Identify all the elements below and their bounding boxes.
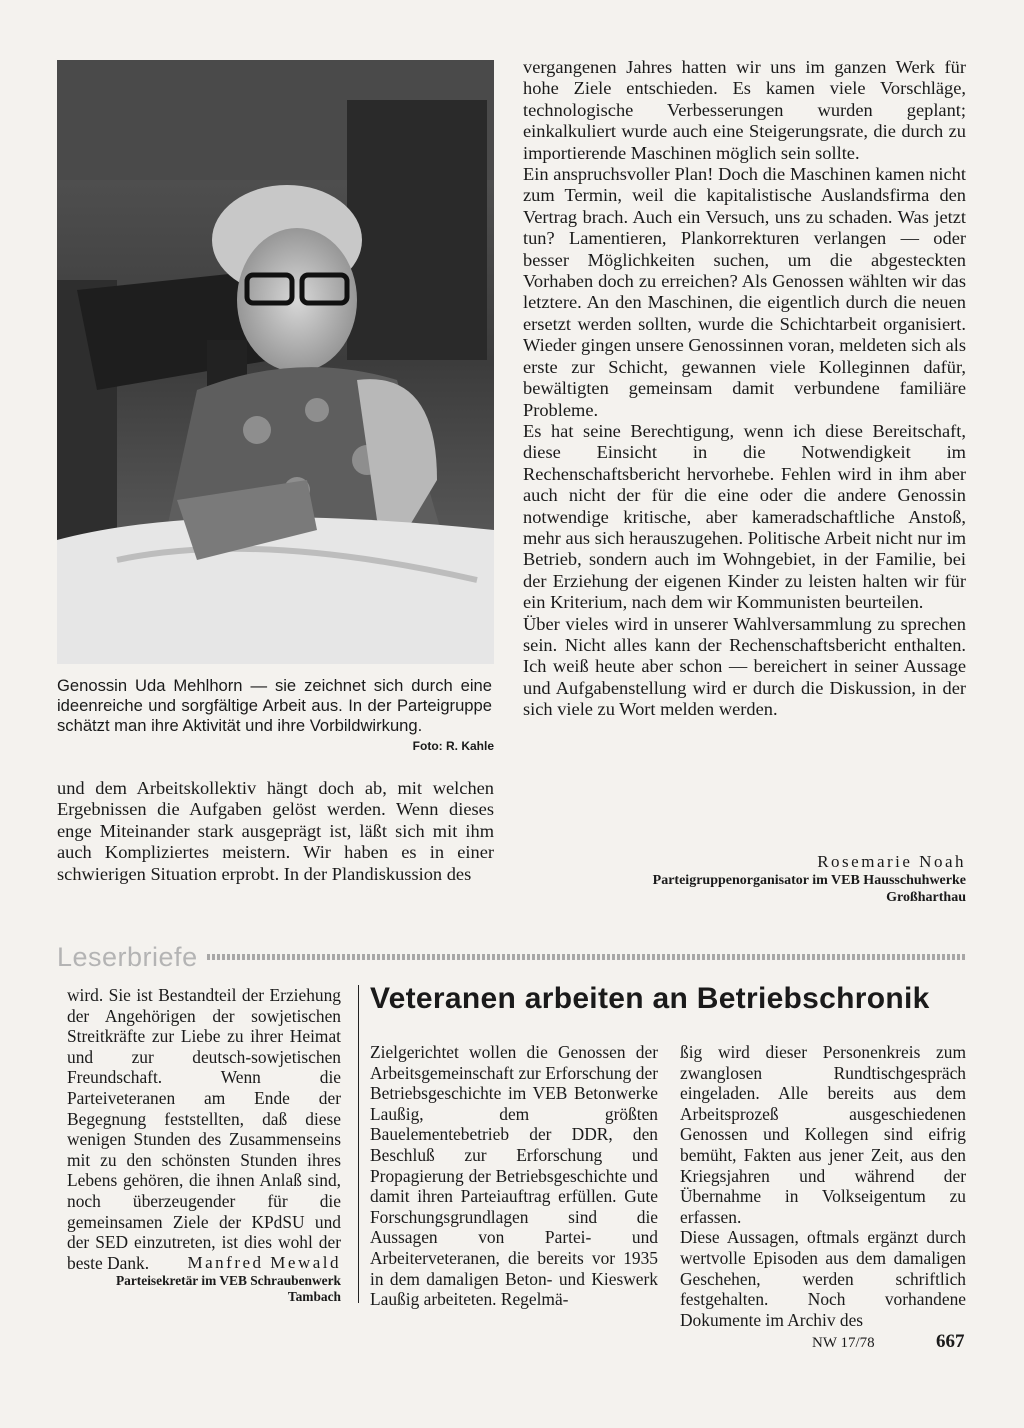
article1-paragraph-4: Über vieles wird in unserer Wahlversammlung zu sprechen sein. Nicht alles kann der Rechenschaftsbericht enthalten. Ich weiß heute aber schon — bereichert in seiner Aussage und Aufgabenstellung wird er durch die Diskussion, in der sich viele zu Wort melden werden. [523, 613, 966, 720]
letter-text: wird. Sie ist Bestandteil der Erziehung der Angehörigen der sowjetischen Streitkräfte zur Liebe zu ihrer Heimat und zur deutsch-sowjetischen Freundschaft. Wenn die Parteiveteranen am Ende der Begegnung feststellten, daß diese wenigen Stunden des Zusammenseins mit zu den schönsten Stunden ihres Lebens gehören, die ihnen Anlaß sind, noch überzeugender für die gemeinsamen Ziele der KPdSU und der SED einzutreten, ist dies wohl der beste Dank. [67, 985, 341, 1273]
article1-paragraph-3: Es hat seine Berechtigung, wenn ich diese Bereitschaft, diese Einsicht in die Notwendigkeit im Rechenschaftsbericht hervorhebe. Fehlen wird in ihm aber auch nicht der für die eine oder die andere Genossin notwendige kritische, aber kameradschaftliche Anstoß, mehr aus sich herauszugehen. Politische Arbeit nicht nur im Betrieb, sondern auch im Wohngebiet, in der Familie, bei der Erziehung der eigenen Kinder zu leisten halten wir für ein Kriterium, nach dem wir Kommunisten beurteilen. [523, 420, 966, 613]
article1-paragraph-1: vergangenen Jahres hatten wir uns im ganzen Werk für hohe Ziele entschieden. Es kamen viele Vorschläge, technologische Verbesserungen wurden geplant; einkalkuliert wurde auch eine Steigerungsrate, die durch zu importierende Maschinen möglich sein sollte. [523, 57, 966, 163]
letter-author-place: Tambach [287, 1289, 341, 1304]
letter-signature [67, 1253, 341, 1305]
article-photo [57, 60, 494, 664]
article1-paragraph-2: Ein anspruchsvoller Plan! Doch die Maschinen kamen nicht zum Termin, weil die kapitalistische Auslandsfirma den Vertrag brach. Auch ein Versuch, uns zu schaden. Was jetzt tun? Lamentieren, Plankorrekturen verlangen — oder besser Möglichkeiten suchen, um die abgesteckten Vorhaben doch zu erreichen? Als Genossen wählten wir das letztere. An den Maschinen, die eigentlich durch die neuen ersetzt werden sollten, wurde die Schichtarbeit organisiert. Wieder gingen unsere Genossinnen voran, meldeten sich als erste zur Schicht, gewannen viele Kolleginnen dafür, bewältigten gemeinsam damit verbundene familiäre Probleme. [523, 164, 966, 420]
issue-number: NW 17/78 [812, 1335, 875, 1351]
article1-signature [560, 852, 966, 906]
author-role: Parteigruppenorganisator im VEB Hausschuhwerke [652, 873, 966, 888]
section-rule [207, 954, 966, 960]
photo-seamstress-icon [57, 60, 494, 664]
author-name: Rosemarie Noah [817, 852, 966, 871]
article2-paragraph-2b: Diese Aussagen, oftmals ergänzt durch wertvolle Episoden aus dem damaligen Geschehen, werden schriftlich festgehalten. Noch vorhandene Dokumente im Archiv des [680, 1227, 966, 1330]
column-divider [358, 985, 359, 1303]
article2-headline: Veteranen arbeiten an Betriebschronik [370, 982, 930, 1015]
article2-column-2 [680, 1042, 966, 1330]
page-number: 667 [936, 1331, 965, 1352]
article2-text-1: Zielgerichtet wollen die Genossen der Arbeitsgemeinschaft zur Erforschung der Betriebsgeschichte im VEB Betonwerke Laußig, dem größten Bauelementebetrieb der DDR, den Beschluß zur Erforschung und Propagierung der Betriebsgeschichte und damit ihren Parteiauftrag erfüllen. Gute Forschungsgrundlagen sind die Aussagen von Partei- und Arbeiterveteranen, die bereits vor 1935 in dem damaligen Beton- und Kieswerk Laußig arbeiteten. Regelmä- [370, 1042, 658, 1310]
letter-column [67, 985, 341, 1273]
caption-text: Genossin Uda Mehlhorn — sie zeichnet sich durch eine ideenreiche und sorgfältige Arbeit aus. In der Parteigruppe schätzt man ihre Aktivität und ihre Vorbildwirkung. [57, 676, 492, 735]
article1-left-column [57, 778, 494, 885]
article2-paragraph-2a: ßig wird dieser Personenkreis zum zwanglosen Rundtischgespräch eingeladen. Alle bereits aus dem Arbeitsprozeß ausgeschiedenen Genossen und Kollegen sind eifrig bemüht, Fakten aus jener Zeit, aus den Kriegsjahren und während der Übernahme in Volkseigentum zu erfassen. [680, 1042, 966, 1227]
article1-right-column [523, 57, 966, 721]
photo-caption [57, 676, 494, 756]
letter-author-role: Parteisekretär im VEB Schraubenwerk [115, 1273, 341, 1288]
author-place: Großharthau [886, 890, 966, 905]
letter-author-name: Manfred Mewald [187, 1253, 341, 1272]
section-header [57, 940, 966, 974]
photo-credit: Foto: R. Kahle [412, 739, 494, 753]
article2-column-1 [370, 1042, 658, 1310]
section-label: Leserbriefe [57, 942, 198, 972]
article1-left-text: und dem Arbeitskollektiv hängt doch ab, mit welchen Ergebnissen die Aufgaben gelöst werden. Wenn dieses enge Miteinander stark ausgeprägt ist, läßt sich mit ihm auch Kompliziertes meistern. Wir haben es in einer schwierigen Situation erprobt. In der Plandiskussion des [57, 778, 494, 884]
